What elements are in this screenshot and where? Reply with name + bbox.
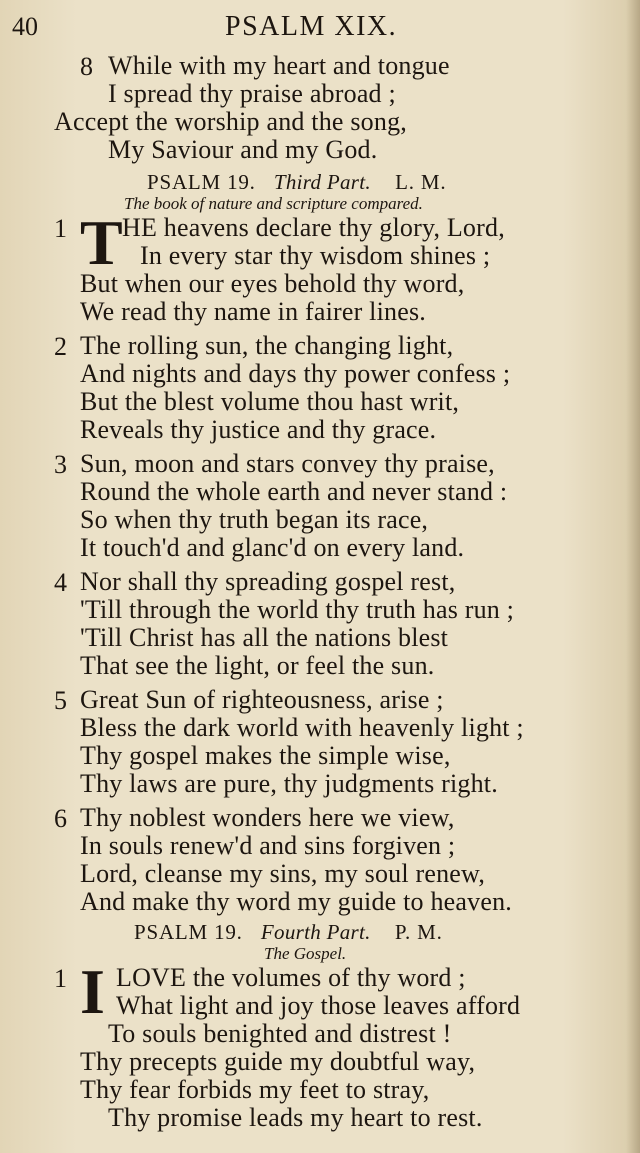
verse-line: It touch'd and glanc'd on every land.	[80, 533, 465, 562]
verse-line: That see the light, or feel the sun.	[80, 651, 435, 680]
verse-line: But the blest volume thou hast writ,	[80, 387, 460, 416]
heading-part: Third Part.	[273, 170, 371, 194]
heading-meter: P. M.	[394, 920, 443, 944]
heading-part: Fourth Part.	[260, 920, 371, 944]
stanza-number: 1	[54, 214, 67, 243]
stanza-number: 2	[54, 332, 67, 361]
stanza-number: 1	[54, 964, 67, 993]
verse-line: We read thy name in fairer lines.	[80, 297, 426, 326]
page-number: 40	[12, 12, 38, 41]
verse-line: Great Sun of righteousness, arise ;	[80, 685, 444, 714]
verse-line: Sun, moon and stars convey thy praise,	[80, 449, 495, 478]
verse-line: 'Till Christ has all the nations blest	[80, 623, 449, 652]
verse-line: So when thy truth began its race,	[80, 505, 429, 534]
stanza-number: 5	[54, 686, 67, 715]
verse-line: LOVE the volumes of thy word ;	[116, 963, 466, 992]
verse-line: But when our eyes behold thy word,	[80, 269, 465, 298]
stanza-number: 8	[80, 52, 93, 81]
verse-line: Round the whole earth and never stand :	[80, 477, 508, 506]
verse-line: Bless the dark world with heavenly light ;	[80, 713, 524, 742]
stanza-number: 4	[54, 568, 67, 597]
drop-cap: I	[80, 956, 105, 1027]
heading-psalm: PSALM 19.	[147, 170, 256, 194]
psalm-subtitle: The book of nature and scripture compared.	[124, 194, 423, 213]
verse-line: In souls renew'd and sins forgiven ;	[80, 831, 456, 860]
verse-line: To souls benighted and distrest !	[108, 1019, 452, 1048]
verse-line: HE heavens declare thy glory, Lord,	[122, 213, 505, 242]
verse-line: The rolling sun, the changing light,	[80, 331, 454, 360]
verse-line: What light and joy those leaves afford	[116, 991, 521, 1020]
running-title: PSALM XIX.	[225, 11, 398, 42]
verse-line: I spread thy praise abroad ;	[108, 79, 396, 108]
verse-line: Accept the worship and the song,	[54, 107, 407, 136]
verse-line: Thy promise leads my heart to rest.	[108, 1103, 483, 1132]
stanza-number: 3	[54, 450, 67, 479]
verse-line: Thy laws are pure, thy judgments right.	[80, 769, 498, 798]
psalm-heading	[134, 920, 443, 945]
psalm-subtitle: The Gospel.	[264, 944, 347, 963]
verse-line: Lord, cleanse my sins, my soul renew,	[80, 859, 486, 888]
verse-line: In every star thy wisdom shines ;	[140, 241, 491, 270]
psalm-heading	[147, 170, 446, 195]
heading-psalm: PSALM 19.	[134, 920, 243, 944]
verse-line: Thy noblest wonders here we view,	[80, 803, 455, 832]
stanza-number: 6	[54, 804, 67, 833]
verse-line: My Saviour and my God.	[108, 135, 378, 164]
drop-cap: T	[80, 207, 123, 278]
page-edge-shadow	[626, 0, 640, 1153]
verse-line: Nor shall thy spreading gospel rest,	[80, 567, 456, 596]
verse-line: And nights and days thy power confess ;	[80, 359, 511, 388]
heading-meter: L. M.	[395, 170, 447, 194]
verse-line: Thy precepts guide my doubtful way,	[80, 1047, 476, 1076]
verse-line: And make thy word my guide to heaven.	[80, 887, 512, 916]
verse-line: Thy gospel makes the simple wise,	[80, 741, 451, 770]
verse-line: While with my heart and tongue	[108, 51, 450, 80]
verse-line: 'Till through the world thy truth has run ;	[80, 595, 515, 624]
verse-line: Reveals thy justice and thy grace.	[80, 415, 437, 444]
verse-line: Thy fear forbids my feet to stray,	[80, 1075, 430, 1104]
